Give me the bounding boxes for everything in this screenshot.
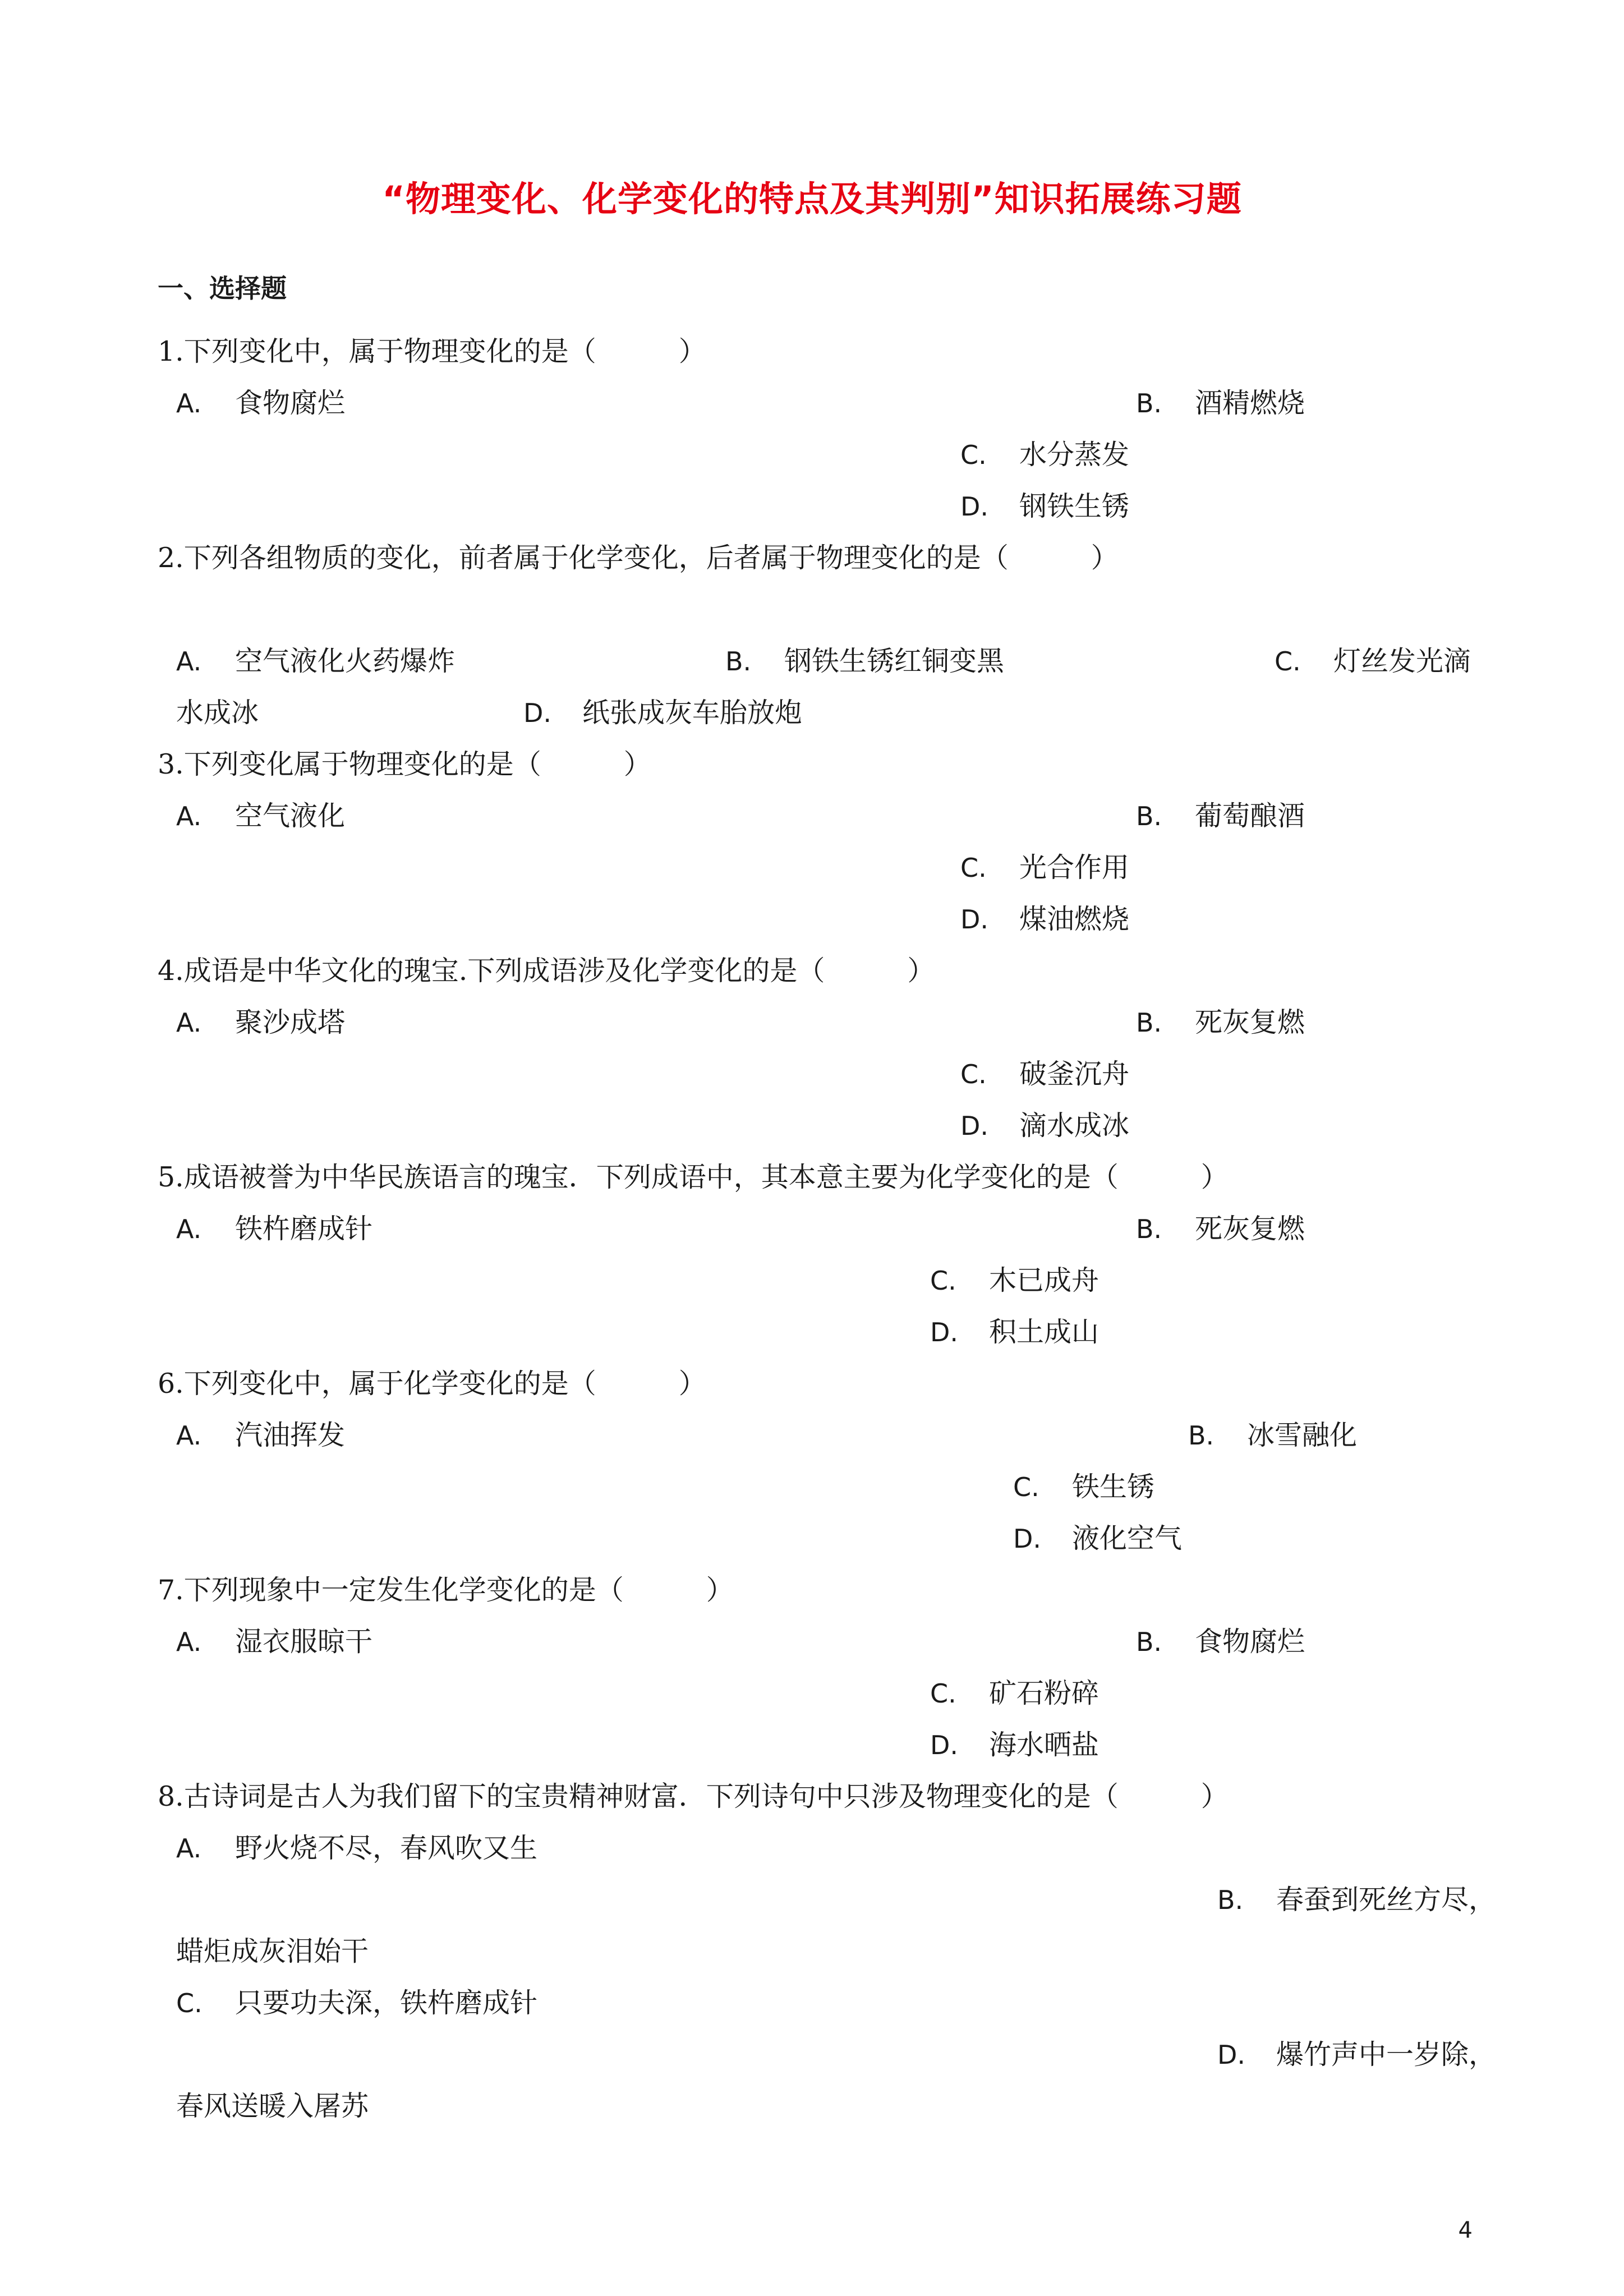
question-stem-4: 4.成语是中华文化的瑰宝.下列成语涉及化学变化的是（ ）: [158, 955, 935, 987]
option-8a[interactable]: A. 野火烧不尽，春风吹又生: [176, 1832, 538, 1864]
question-stem-5: 5.成语被誉为中华民族语言的瑰宝．下列成语中，其本意主要为化学变化的是（ ）: [158, 1161, 1229, 1193]
option-6d[interactable]: D. 液化空气: [1013, 1522, 1183, 1554]
option-2a[interactable]: A. 空气液化火药爆炸: [176, 645, 456, 677]
option-8d[interactable]: D. 爆竹声中一岁除，: [1217, 2039, 1497, 2070]
option-5d[interactable]: D. 积土成山: [930, 1316, 1099, 1348]
question-stem-1: 1.下列变化中，属于物理变化的是（ ）: [158, 335, 706, 367]
question-stem-3: 3.下列变化属于物理变化的是（ ）: [158, 748, 651, 780]
question-stem-2: 2.下列各组物质的变化，前者属于化学变化，后者属于物理变化的是（ ）: [158, 542, 1119, 574]
option-7b[interactable]: B. 食物腐烂: [1136, 1626, 1305, 1658]
option-7a[interactable]: A. 湿衣服晾干: [176, 1626, 373, 1658]
question-stem-7: 7.下列现象中一定发生化学变化的是（ ）: [158, 1574, 734, 1606]
option-6a[interactable]: A. 汽油挥发: [176, 1419, 346, 1451]
option-1d[interactable]: D. 钢铁生锈: [960, 490, 1130, 522]
option-1a[interactable]: A. 食物腐烂: [176, 387, 346, 419]
option-4a[interactable]: A. 聚沙成塔: [176, 1006, 346, 1038]
option-7d[interactable]: D. 海水晒盐: [930, 1729, 1099, 1761]
option-3b[interactable]: B. 葡萄酿酒: [1136, 800, 1305, 832]
option-8c[interactable]: C. 只要功夫深，铁杵磨成针: [176, 1987, 538, 2019]
option-3d[interactable]: D. 煤油燃烧: [960, 903, 1130, 935]
section-heading: 一、选择题: [158, 273, 287, 303]
option-1c[interactable]: C. 水分蒸发: [960, 439, 1130, 471]
option-4c[interactable]: C. 破釜沉舟: [960, 1058, 1130, 1090]
option-6b[interactable]: B. 冰雪融化: [1188, 1419, 1358, 1451]
option-2c-continuation: 水成冰: [176, 697, 259, 729]
option-6c[interactable]: C. 铁生锈: [1013, 1471, 1155, 1503]
option-7c[interactable]: C. 矿石粉碎: [930, 1677, 1099, 1709]
option-5a[interactable]: A. 铁杵磨成针: [176, 1213, 373, 1245]
option-8d-continuation: 春风送暖入屠苏: [176, 2090, 369, 2122]
page-number: 4: [1458, 2217, 1473, 2243]
option-3a[interactable]: A. 空气液化: [176, 800, 346, 832]
page-title: “物理变化、化学变化的特点及其判别”知识拓展练习题: [382, 178, 1242, 219]
option-1b[interactable]: B. 酒精燃烧: [1136, 387, 1305, 419]
option-5c[interactable]: C. 木已成舟: [930, 1264, 1099, 1296]
option-5b[interactable]: B. 死灰复燃: [1136, 1213, 1305, 1245]
option-4b[interactable]: B. 死灰复燃: [1136, 1006, 1305, 1038]
question-stem-6: 6.下列变化中，属于化学变化的是（ ）: [158, 1368, 706, 1400]
option-8b-continuation: 蜡炬成灰泪始干: [176, 1935, 369, 1967]
option-2c[interactable]: C. 灯丝发光滴: [1275, 645, 1471, 677]
option-2d[interactable]: D. 纸张成灰车胎放炮: [523, 697, 803, 729]
question-stem-8: 8.古诗词是古人为我们留下的宝贵精神财富．下列诗句中只涉及物理变化的是（ ）: [158, 1780, 1229, 1812]
option-3c[interactable]: C. 光合作用: [960, 852, 1130, 884]
option-4d[interactable]: D. 滴水成冰: [960, 1110, 1130, 1142]
option-2b[interactable]: B. 钢铁生锈红铜变黑: [725, 645, 1005, 677]
option-8b[interactable]: B. 春蚕到死丝方尽，: [1217, 1884, 1497, 1916]
